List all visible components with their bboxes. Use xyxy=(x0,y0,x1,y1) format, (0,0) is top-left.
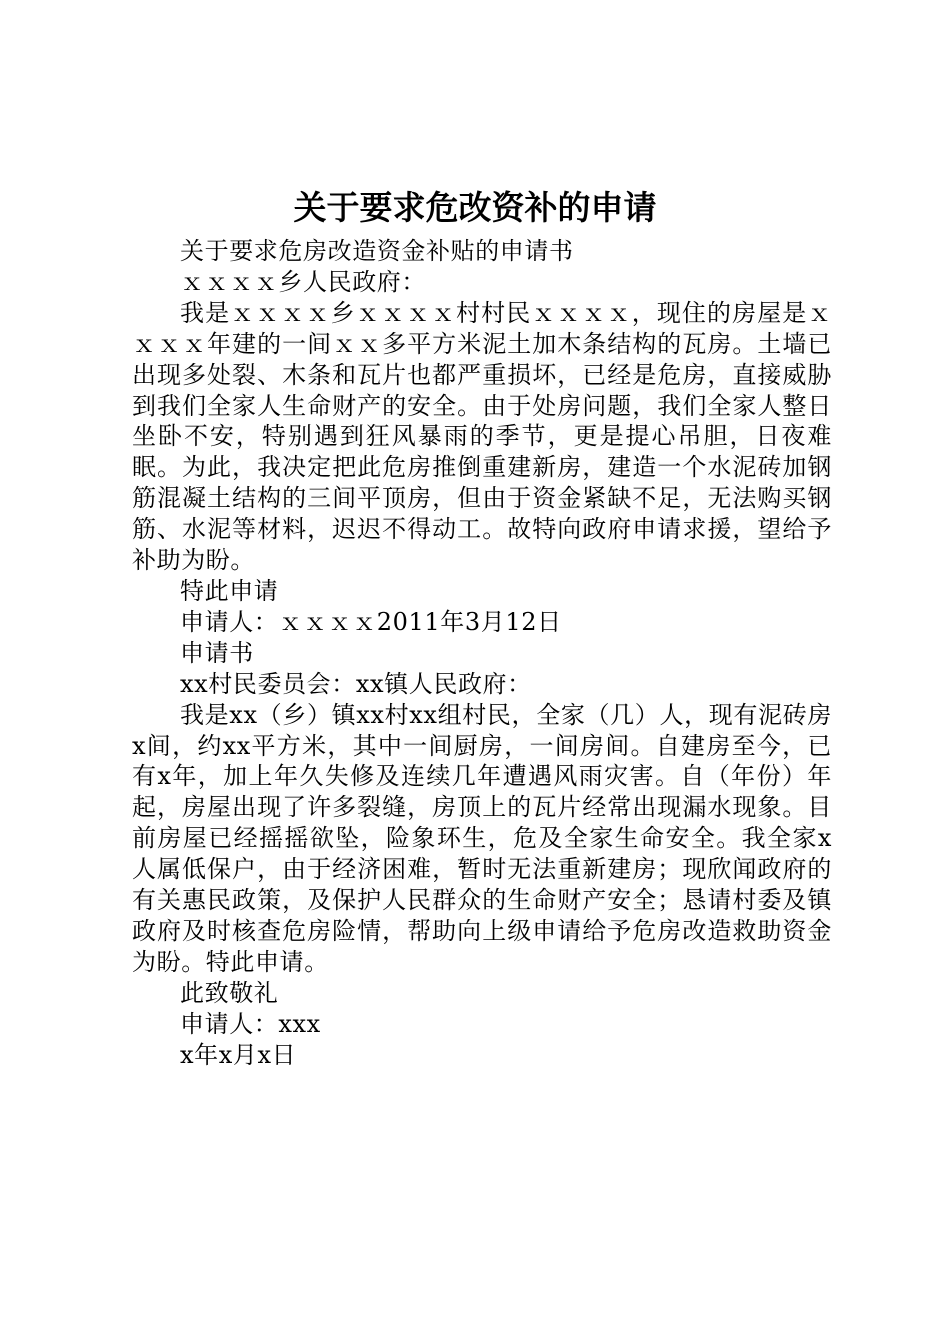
signature-paragraph: 申请人：ｘｘｘｘ2011年3月12日 xyxy=(180,607,562,636)
addressee-paragraph: xx村民委员会：xx镇人民政府： xyxy=(180,669,532,698)
body-paragraph: 我是ｘｘｘｘ乡ｘｘｘｘ村村民ｘｘｘｘ，现住的房屋是ｘｘｘｘ年建的一间ｘｘ多平方米泥土加木条结构的瓦房。土墙已出现多处裂、木条和瓦片也都严重损坏，已经是危房，直接威胁到我们全家人生命财产的安全。由于处房问题，我们全家人整日坐卧不安，特别遇到狂风暴雨的季节，更是提心吊胆，日夜难眠。为此，我决定把此危房推倒重建新房，建造一个水泥砖加钢筋混凝土结构的三间平顶房，但由于资金紧缺不足，无法购买钢筋、水泥等材料，迟迟不得动工。故特向政府申请求援，望给予补助为盼。 xyxy=(132,298,832,575)
date-paragraph: x年x月x日 xyxy=(180,1040,297,1069)
signature-paragraph: 申请人：xxx xyxy=(180,1009,321,1038)
closing-paragraph: 特此申请 xyxy=(180,576,279,605)
addressee-paragraph: ｘｘｘｘ乡人民政府： xyxy=(180,267,426,296)
subtitle-paragraph: 关于要求危房改造资金补贴的申请书 xyxy=(180,237,574,265)
document-title: 关于要求危改资补的申请 xyxy=(293,188,657,227)
body-paragraph: 我是xx（乡）镇xx村xx组村民，全家（几）人，现有泥砖房x间，约xx平方米，其中一间厨房，一间房间。自建房至今，已有x年，加上年久失修及连续几年遭遇风雨灾害。自（年份）年起，房屋出现了许多裂缝，房顶上的瓦片经常出现漏水现象。目前房屋已经摇摇欲坠，险象环生，危及全家生命安全。我全家x人属低保户，由于经济困难，暂时无法重新建房；现欣闻政府的有关惠民政策，及保护人民群众的生命财产安全；恳请村委及镇政府及时核查危房险情，帮助向上级申请给予危房改造救助资金为盼。特此申请。 xyxy=(132,700,832,976)
section-heading: 申请书 xyxy=(180,638,254,667)
salutation-paragraph: 此致敬礼 xyxy=(180,978,279,1007)
document-body xyxy=(132,236,832,1070)
